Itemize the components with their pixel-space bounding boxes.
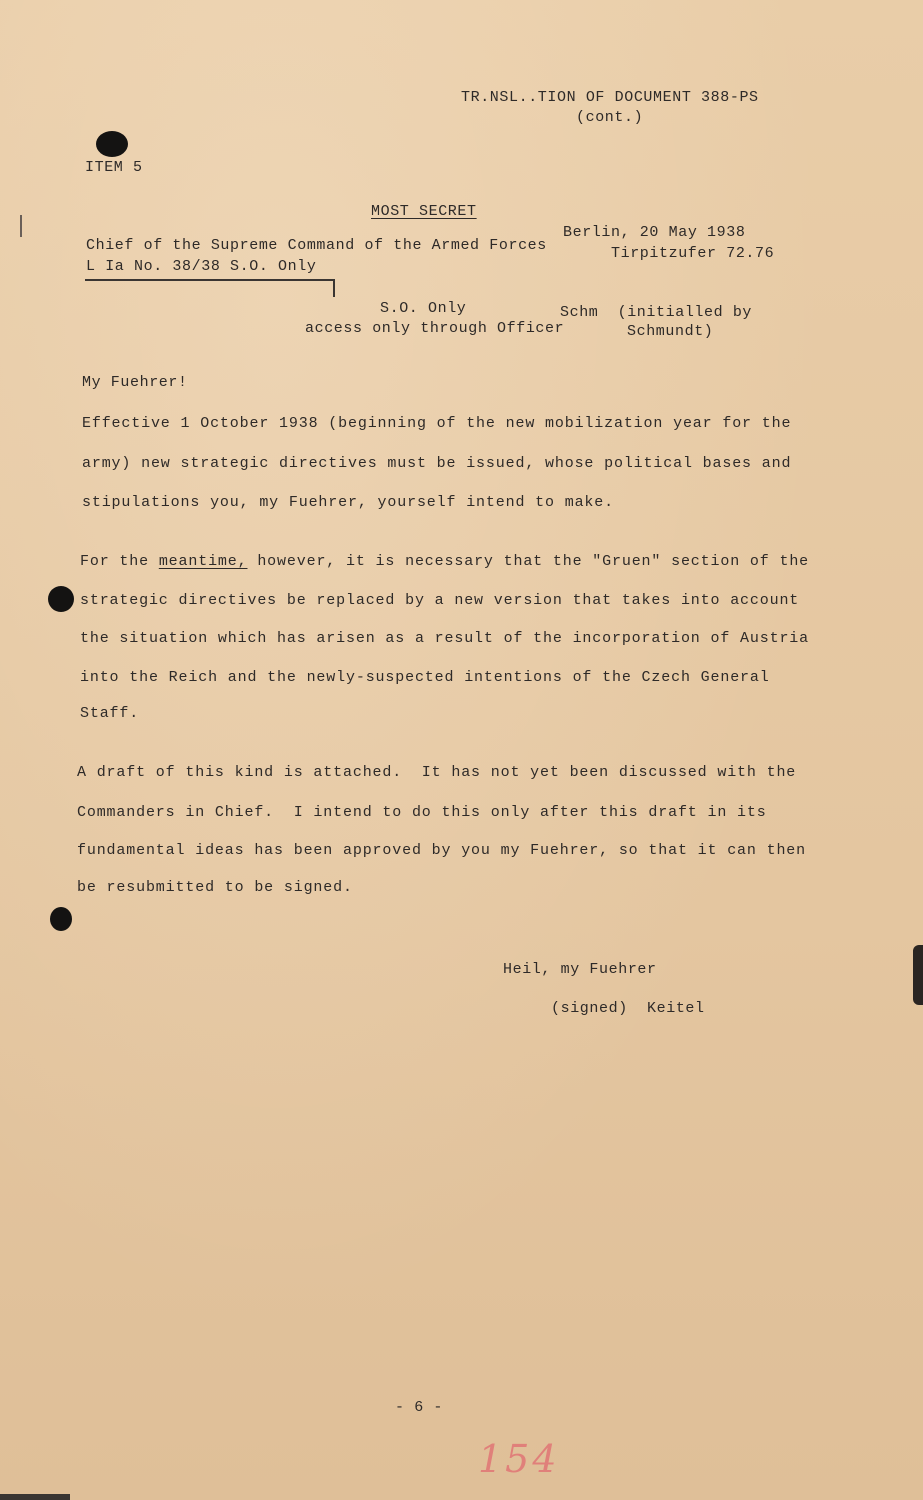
paragraph-line: army) new strategic directives must be issued, whose political bases and xyxy=(82,455,792,472)
edge-mark xyxy=(913,945,923,1005)
translation-title: TR.NSL..TION OF DOCUMENT 388-PS xyxy=(461,89,759,106)
paragraph-text: For the xyxy=(80,553,159,570)
paragraph-line: Effective 1 October 1938 (beginning of the new mobilization year for the xyxy=(82,415,792,432)
place-date: Berlin, 20 May 1938 xyxy=(563,224,746,241)
reference-rule-tick xyxy=(333,279,335,297)
paragraph-line: into the Reich and the newly-suspected intentions of the Czech General xyxy=(80,669,770,686)
corner-mark xyxy=(0,1494,70,1500)
paragraph-line: be resubmitted to be signed. xyxy=(77,879,353,896)
paragraph-text: however, it is necessary that the "Gruen" section of the xyxy=(247,553,810,570)
paragraph-line: Staff. xyxy=(80,705,140,722)
reference-rule xyxy=(85,279,335,281)
paragraph-line: Commanders in Chief. I intend to do this only after this draft in its xyxy=(77,804,767,821)
paragraph-line: stipulations you, my Fuehrer, yourself intend to make. xyxy=(82,494,614,511)
initials-line-2: Schmundt) xyxy=(627,323,714,340)
folio-number: 154 xyxy=(478,1437,560,1481)
office-line: Chief of the Supreme Command of the Armed Forces xyxy=(86,237,547,254)
ink-blot xyxy=(50,907,72,931)
paragraph-line: fundamental ideas has been approved by you my Fuehrer, so that it can then xyxy=(77,842,807,859)
paragraph-line: the situation which has arisen as a result of the incorporation of Austria xyxy=(80,630,810,647)
margin-mark xyxy=(20,215,22,237)
reference-line: L Ia No. 38/38 S.O. Only xyxy=(86,258,317,275)
item-label: ITEM 5 xyxy=(85,159,143,176)
page-number: - 6 - xyxy=(395,1399,444,1416)
underlined-word: meantime, xyxy=(158,553,248,570)
classification: MOST SECRET xyxy=(371,203,477,220)
handling-line-2: access only through Officer xyxy=(305,320,565,337)
ink-blot xyxy=(96,131,128,157)
paragraph-line xyxy=(80,554,809,569)
paragraph-line: A draft of this kind is attached. It has not yet been discussed with the xyxy=(77,764,797,781)
handling-line-1: S.O. Only xyxy=(380,300,467,317)
address: Tirpitzufer 72.76 xyxy=(611,245,775,262)
translation-cont: (cont.) xyxy=(576,109,644,126)
paragraph-line: strategic directives be replaced by a new version that takes into account xyxy=(80,592,800,609)
closing-line: Heil, my Fuehrer xyxy=(503,961,657,978)
signature-line: (signed) Keitel xyxy=(551,1000,705,1017)
initials-line-1: Schm (initialled by xyxy=(560,304,753,321)
ink-blot xyxy=(48,586,74,612)
salutation: My Fuehrer! xyxy=(82,374,188,391)
